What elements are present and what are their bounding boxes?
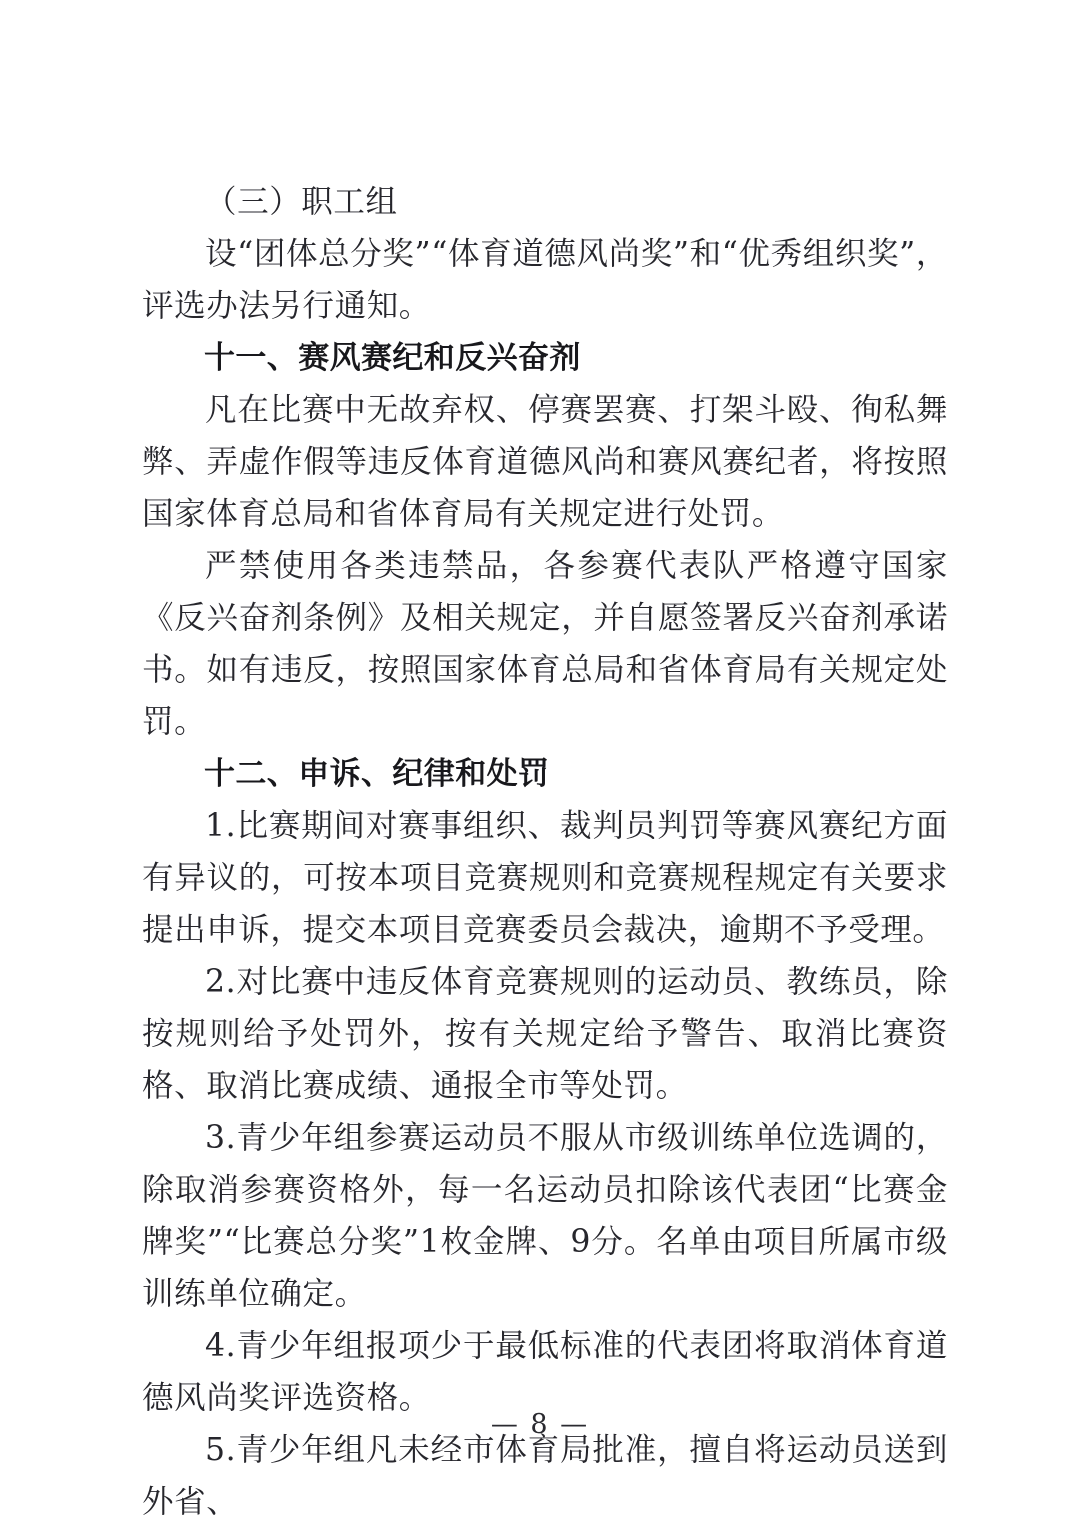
list-item-2: 2.对比赛中违反体育竞赛规则的运动员、教练员，除按规则给予处罚外，按有关规定给予警告、取消比赛资格、取消比赛成绩、通报全市等处罚。 — [142, 964, 948, 1104]
list-item-4: 4.青少年组报项少于最低标准的代表团将取消体育道德风尚奖评选资格。 — [142, 1328, 948, 1416]
section-heading-11: 十一、赛风赛纪和反兴奋剂 — [204, 340, 581, 376]
list-item-3: 3.青少年组参赛运动员不服从市级训练单位选调的，除取消参赛资格外，每一名运动员扣除该代表团“比赛金牌奖”“比赛总分奖”1枚金牌、9分。名单由项目所属市级训练单位确定。 — [142, 1120, 948, 1312]
paragraph-team-awards: 设“团体总分奖”“体育道德风尚奖”和“优秀组织奖”，评选办法另行通知。 — [142, 236, 948, 324]
subsection-heading-worker-group: （三）职工组 — [205, 184, 398, 220]
list-item-5: 5.青少年组凡未经市体育局批准，擅自将运动员送到外省、 — [142, 1432, 948, 1520]
page-number: — 8 — — [490, 1409, 590, 1440]
paragraph-11-antidoping: 严禁使用各类违禁品，各参赛代表队严格遵守国家《反兴奋剂条例》及相关规定，并自愿签署反兴奋剂承诺书。如有违反，按照国家体育总局和省体育局有关规定处罚。 — [142, 548, 948, 740]
section-heading-12: 十二、申诉、纪律和处罚 — [204, 756, 550, 792]
list-item-1: 1.比赛期间对赛事组织、裁判员判罚等赛风赛纪方面有异议的，可按本项目竞赛规则和竞赛规程规定有关要求提出申诉，提交本项目竞赛委员会裁决，逾期不予受理。 — [142, 808, 948, 948]
document-text-column — [142, 176, 948, 1527]
paragraph-11-discipline: 凡在比赛中无故弃权、停赛罢赛、打架斗殴、徇私舞弊、弄虚作假等违反体育道德风尚和赛风赛纪者，将按照国家体育总局和省体育局有关规定进行处罚。 — [142, 392, 948, 532]
